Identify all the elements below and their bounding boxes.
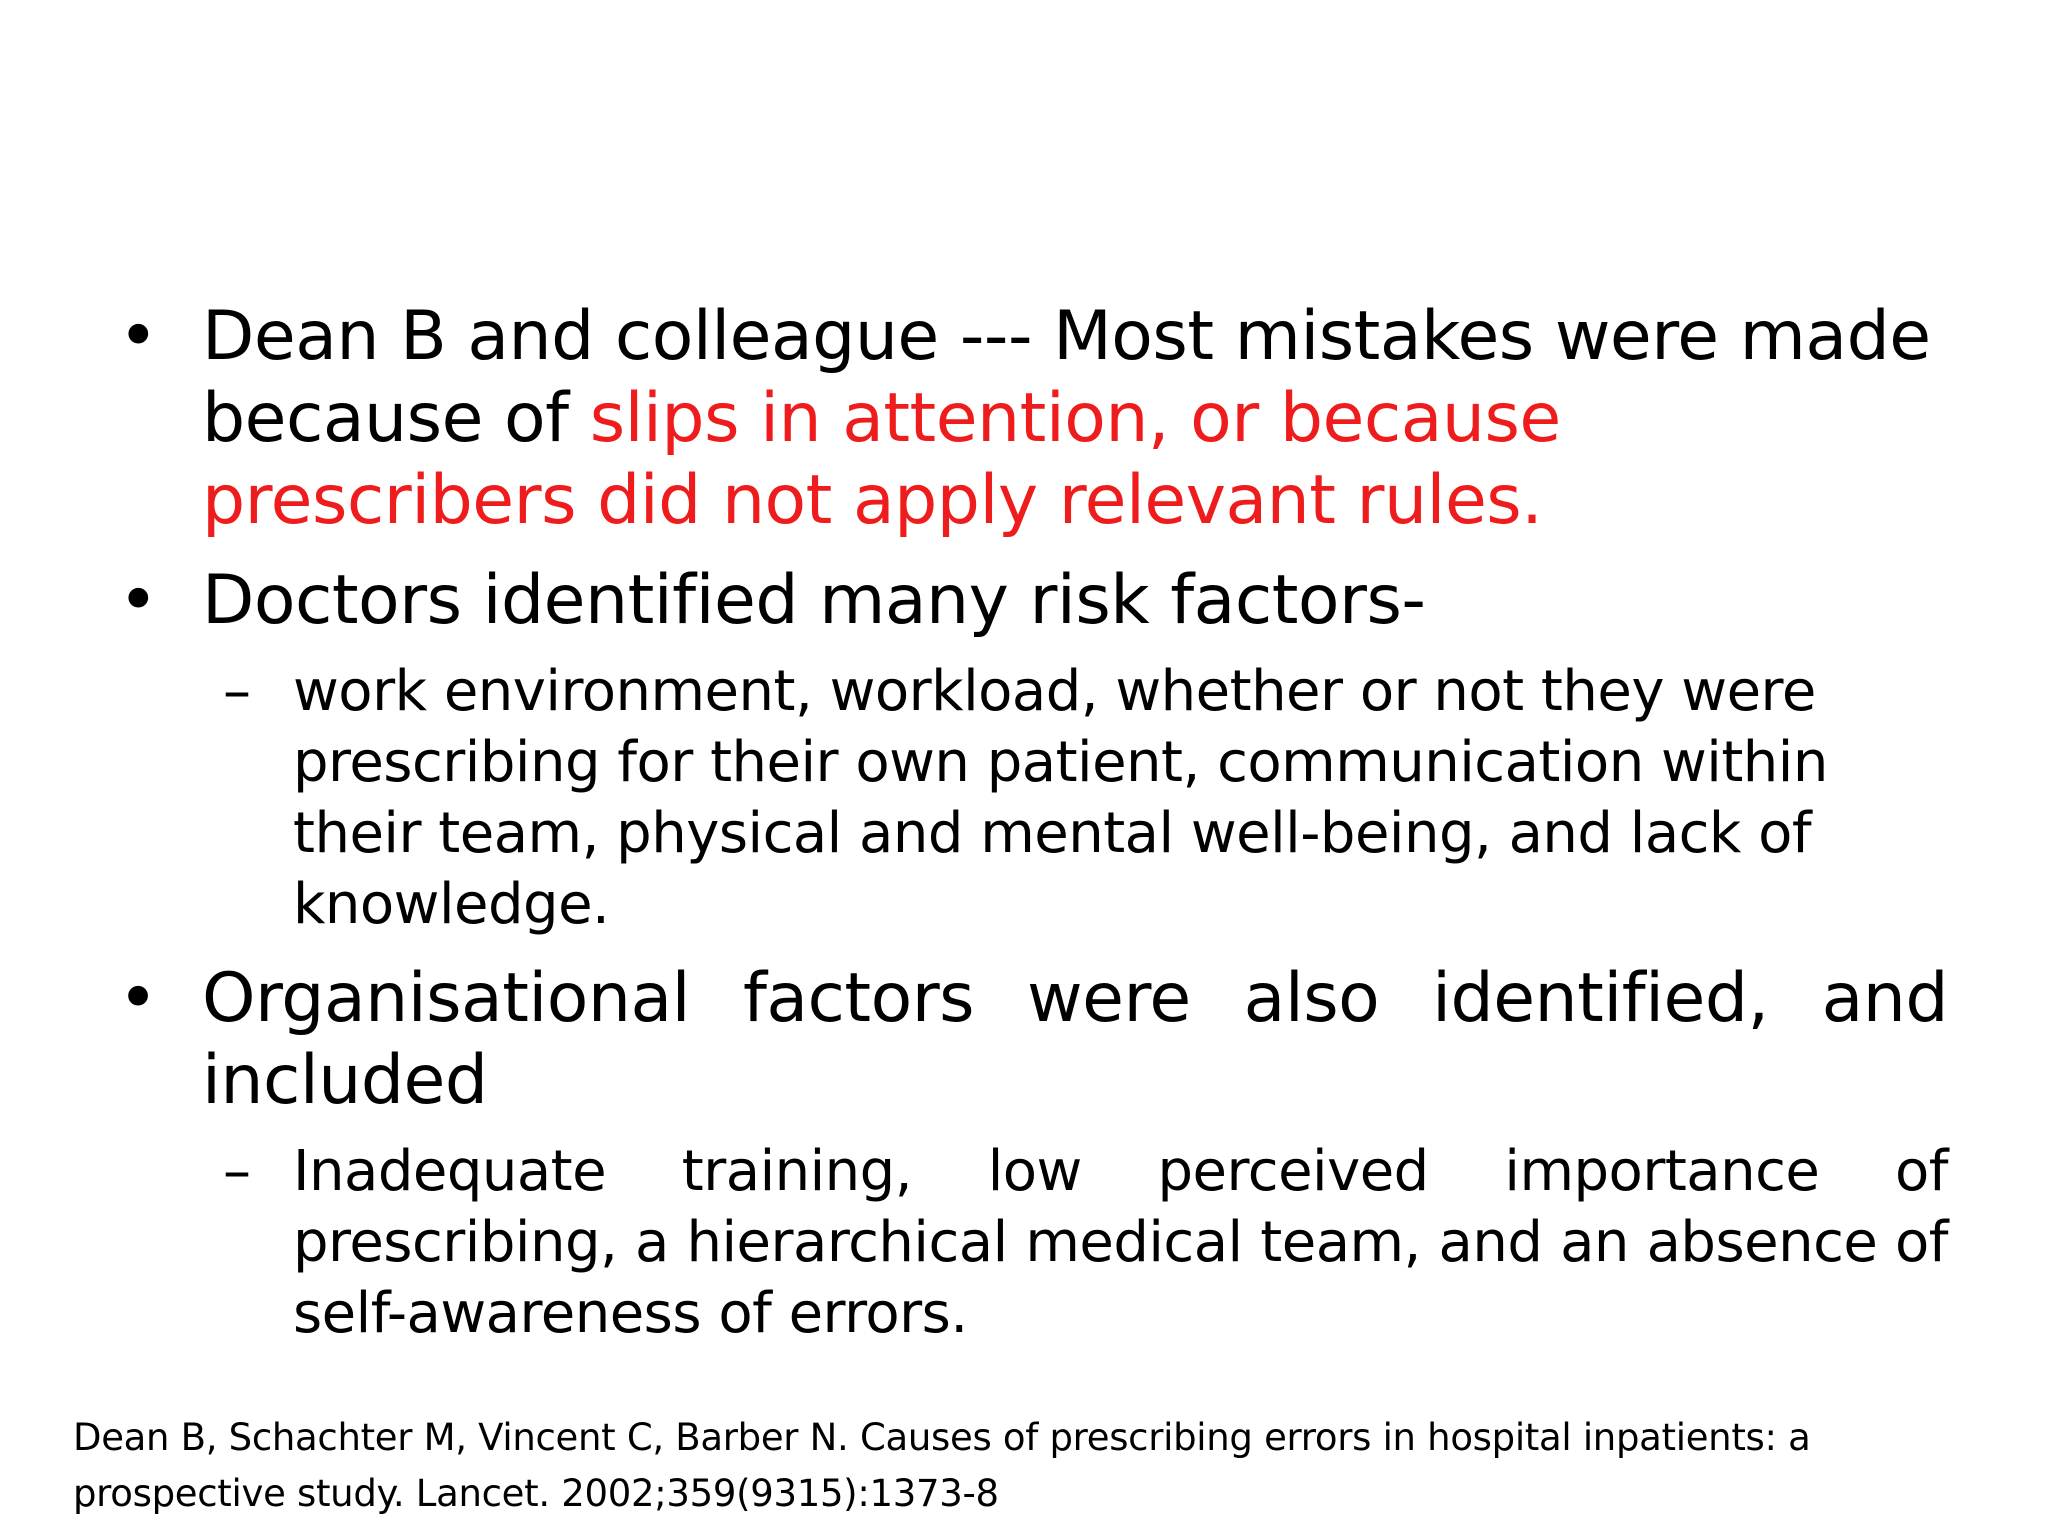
sub-bullet-3-text: Inadequate training, low perceived importance of prescribing, a hierarchical medical team, and an absence of self-awareness of errors. <box>293 1139 1948 1346</box>
bullet-3-text: Organisational factors were also identified, and included <box>202 959 1948 1120</box>
bullet-1 <box>118 296 1948 542</box>
sub-bullet-marker: – <box>223 659 251 724</box>
bullet-2-text: Doctors identified many risk factors- <box>202 561 1426 640</box>
sub-bullet-3 <box>118 1136 1948 1349</box>
bullet-1-highlight: slips in attention, or because prescribers did not apply relevant rules. <box>202 379 1561 540</box>
sub-bullet-2-text: work environment, workload, whether or not they were prescribing for their own patient, communication within their team, physical and mental well-being, and lack of knowledge. <box>293 659 1828 937</box>
bullet-marker: • <box>118 297 158 376</box>
bullet-1-text: Dean B and colleague --- Most mistakes were made because of <box>202 297 1931 458</box>
sub-bullet-marker: – <box>223 1139 251 1204</box>
sub-bullet-2 <box>118 656 1948 940</box>
bullet-3 <box>118 958 1948 1122</box>
bullet-marker: • <box>118 959 158 1038</box>
slide-body <box>118 296 1948 1349</box>
bullet-marker: • <box>118 561 158 640</box>
reference-citation: Dean B, Schachter M, Vincent C, Barber N. Causes of prescribing errors in hospital inpatients: a prospective study. Lancet. 2002;359(9315):1373-8 <box>73 1416 1811 1515</box>
bullet-2 <box>118 560 1948 642</box>
